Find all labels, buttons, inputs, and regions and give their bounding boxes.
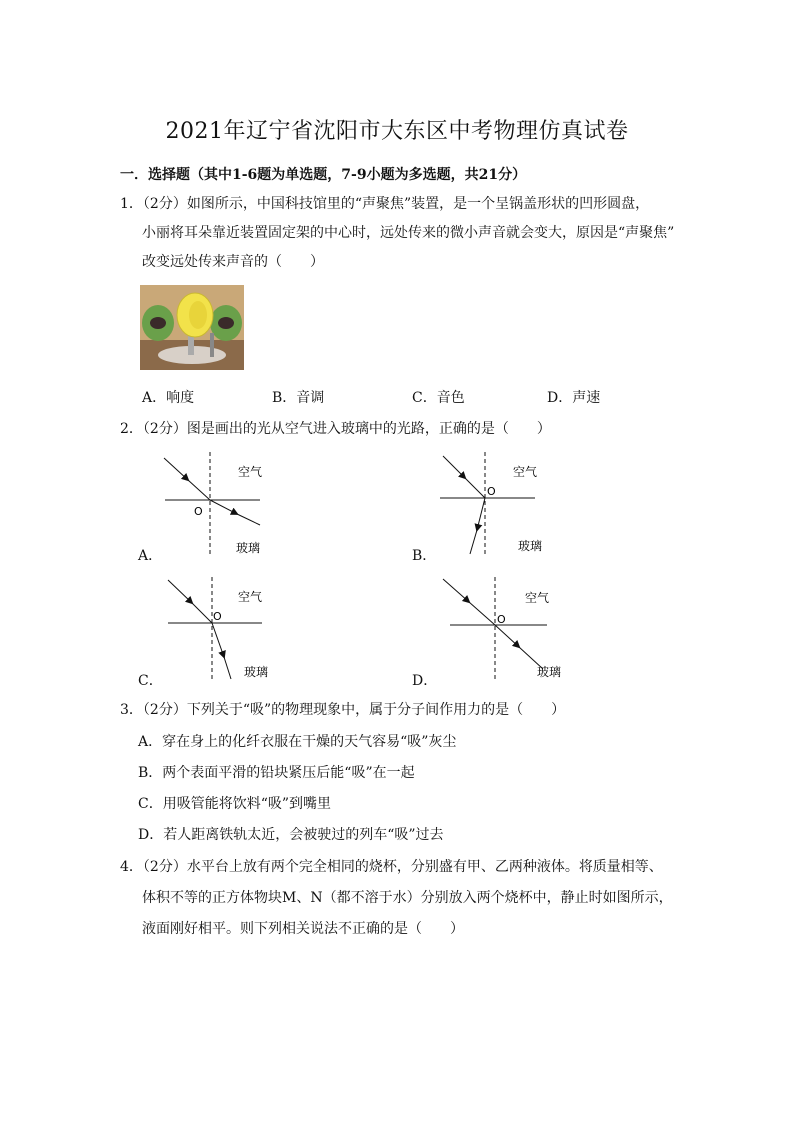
q2-option-a: A．	[138, 548, 163, 564]
q3-option-d: D．若人距离铁轨太近，会被驶过的列车“吸”过去	[138, 827, 444, 843]
q2-diagram-c	[160, 575, 270, 685]
glass-label: 玻璃	[236, 541, 261, 555]
q2-diagram-a	[160, 450, 270, 560]
origin-label: O	[497, 613, 506, 626]
origin-label: O	[194, 505, 203, 518]
section-heading: 一．选择题（其中1-6题为单选题，7-9小题为多选题，共21分）	[120, 167, 527, 183]
q3-option-a: A．穿在身上的化纤衣服在干燥的天气容易“吸”灰尘	[138, 734, 457, 750]
origin-label: O	[213, 610, 222, 623]
glass-label: 玻璃	[537, 665, 562, 679]
q1-line-3: 改变远处传来声音的（ ）	[142, 254, 324, 270]
q1-option-d: D．声速	[547, 390, 601, 406]
q1-option-a: A．响度	[142, 390, 195, 406]
q2-diagram-d	[435, 575, 570, 685]
glass-label: 玻璃	[518, 539, 543, 553]
air-label: 空气	[238, 465, 263, 479]
origin-label: O	[487, 485, 496, 498]
air-label: 空气	[238, 590, 263, 604]
q2-diagram-b	[435, 450, 555, 560]
glass-label: 玻璃	[244, 665, 269, 679]
q1-option-c: C．音色	[412, 390, 465, 406]
air-label: 空气	[513, 465, 538, 479]
q1-option-b: B．音调	[272, 390, 325, 406]
q2-stem: 2．（2分）图是画出的光从空气进入玻璃中的光路，正确的是（ ）	[120, 421, 551, 437]
air-label: 空气	[525, 591, 550, 605]
q3-option-b: B．两个表面平滑的铅块紧压后能“吸”在一起	[138, 765, 415, 781]
q4-line-2: 体积不等的正方体物块M、N（都不溶于水）分别放入两个烧杯中，静止时如图所示，	[142, 890, 673, 906]
q4-line-3: 液面刚好相平。则下列相关说法不正确的是（ ）	[142, 921, 464, 937]
q2-option-d: D．	[412, 673, 438, 689]
q4-line-1: 4．（2分）水平台上放有两个完全相同的烧杯，分别盛有甲、乙两种液体。将质量相等、	[120, 859, 663, 875]
sound-focus-photo	[140, 285, 244, 370]
q2-option-b: B．	[412, 548, 437, 564]
page-title: 2021年辽宁省沈阳市大东区中考物理仿真试卷	[165, 119, 629, 144]
q3-stem: 3．（2分）下列关于“吸”的物理现象中，属于分子间作用力的是（ ）	[120, 702, 566, 718]
q1-line-1: 1．（2分）如图所示，中国科技馆里的“声聚焦”装置，是一个呈锅盖形状的凹形圆盘，	[120, 196, 650, 212]
q3-option-c: C．用吸管能将饮料“吸”到嘴里	[138, 796, 332, 812]
q1-line-2: 小丽将耳朵靠近装置固定架的中心时，远处传来的微小声音就会变大，原因是“声聚焦”	[142, 225, 675, 241]
q2-option-c: C．	[138, 673, 163, 689]
